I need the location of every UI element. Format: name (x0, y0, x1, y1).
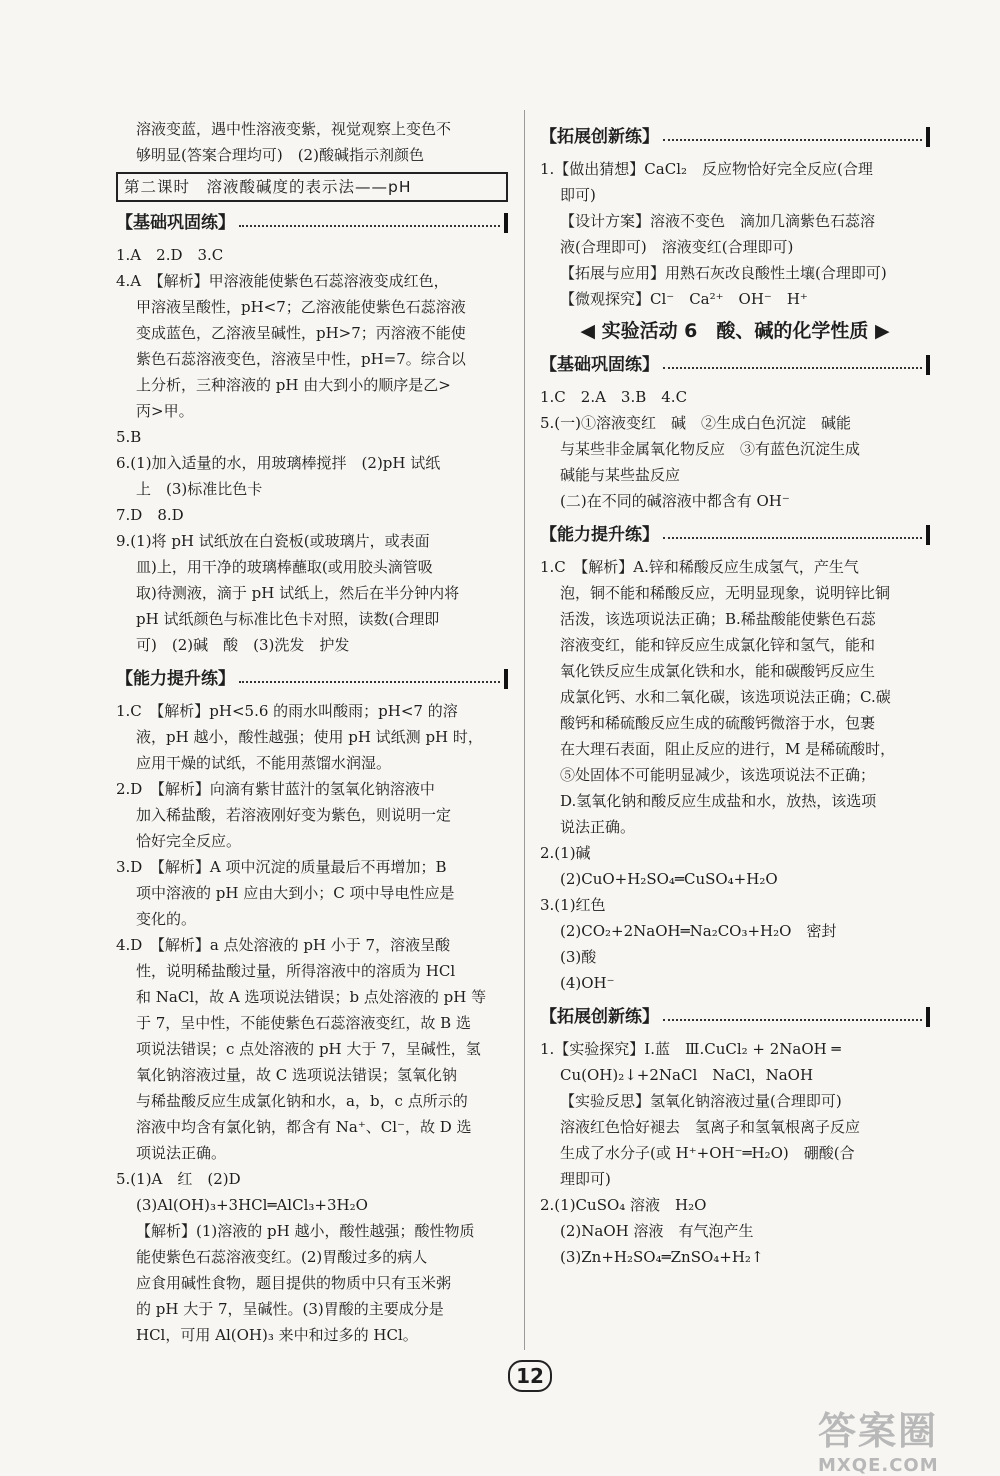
answer-line: 甲溶液呈酸性，pH<7；乙溶液能使紫色石蕊溶液 (136, 298, 466, 316)
section-header-ability (116, 666, 508, 692)
watermark-logo (818, 1400, 988, 1476)
answer-line: 液(合理即可) 溶液变红(合理即可) (560, 238, 794, 256)
answer-line: 性，说明稀盐酸过量，所得溶液中的溶质为 HCl (136, 962, 456, 980)
left-column (116, 116, 508, 1348)
answer-line: 1.C 【解析】pH<5.6 的雨水叫酸雨；pH<7 的溶 (116, 702, 458, 720)
answer-line: 即可) (560, 186, 596, 204)
answer-line: 生成了水分子(或 H⁺+OH⁻═H₂O) 硼酸(合 (560, 1144, 855, 1162)
text-line: 够明显(答案合理均可) (2)酸碱指示剂颜色 (136, 146, 424, 164)
section-title: 【基础巩固练】 (540, 355, 659, 375)
answer-line: 活泼，该选项说法正确；B.稀盐酸能使紫色石蕊 (560, 610, 876, 628)
answer-line: D.氢氧化钠和酸反应生成盐和水，放热，该选项 (560, 792, 877, 810)
answer-line: 项说法正确。 (136, 1144, 227, 1162)
answer-line: 【实验反思】氢氧化钠溶液过量(合理即可) (560, 1092, 842, 1110)
lesson-title: 第二课时 溶液酸碱度的表示法——pH (116, 172, 508, 202)
answer-line: 项中溶液的 pH 应由大到小；C 项中导电性应是 (136, 884, 455, 902)
answer-line: 3.D 【解析】A 项中沉淀的质量最后不再增加；B (116, 858, 447, 876)
answer-line: pH 试纸颜色与标准比色卡对照，读数(合理即 (136, 610, 440, 628)
section-end-bar (926, 127, 930, 147)
answer-line: 取)待测液，滴于 pH 试纸上，然后在半分钟内将 (136, 584, 460, 602)
section-end-bar (926, 1007, 930, 1027)
answer-line: 酸钙和稀硫酸反应生成的硫酸钙微溶于水，包裹 (560, 714, 876, 732)
answer-line: 溶液变红，能和锌反应生成氯化锌和氢气，能和 (560, 636, 876, 654)
answer-line: 3.(1)红色 (540, 896, 606, 914)
answer-line: 应用干燥的试纸，不能用蒸馏水润湿。 (136, 754, 392, 772)
answer-line: 与稀盐酸反应生成氯化钠和水，a，b，c 点所示的 (136, 1092, 468, 1110)
answer-line: 1.【做出猜想】CaCl₂ 反应物恰好完全反应(合理 (540, 160, 873, 178)
answer-line: 【拓展与应用】用熟石灰改良酸性土壤(合理即可) (560, 264, 887, 282)
section-title: 【能力提升练】 (540, 525, 659, 545)
section-header-extension (540, 1004, 930, 1030)
answer-line: 7.D 8.D (116, 506, 184, 524)
watermark-url: MXQE.COM (818, 1455, 939, 1476)
page-number: 12 (508, 1360, 552, 1392)
section-header-ability (540, 522, 930, 548)
answer-line: 应食用碱性食物，题目提供的物质中只有玉米粥 (136, 1274, 452, 1292)
column-divider (524, 110, 525, 1350)
answer-line: (3)酸 (560, 948, 597, 966)
ability-answers (116, 698, 508, 1348)
answer-line: 可) (2)碱 酸 (3)洗发 护发 (136, 636, 350, 654)
ability-answers (540, 554, 930, 996)
basic-answers (116, 242, 508, 658)
dotted-leader (663, 357, 922, 369)
answer-line: 1.【实验探究】Ⅰ.蓝 Ⅲ.CuCl₂ + 2NaOH ═ (540, 1040, 841, 1058)
basic-answers (540, 384, 930, 514)
answer-line: 氧化钠溶液过量，故 C 选项说法错误；氢氧化钠 (136, 1066, 458, 1084)
dotted-leader (239, 671, 500, 683)
answer-line: 氧化铁反应生成氯化铁和水，能和碳酸钙反应生 (560, 662, 876, 680)
extension-answers (540, 1036, 930, 1270)
answer-line: HCl，可用 Al(OH)₃ 来中和过多的 HCl。 (136, 1326, 418, 1344)
answer-line: (3)Al(OH)₃+3HCl═AlCl₃+3H₂O (136, 1196, 368, 1214)
answer-line: 1.A 2.D 3.C (116, 246, 224, 264)
answer-line: 6.(1)加入适量的水，用玻璃棒搅拌 (2)pH 试纸 (116, 454, 441, 472)
answer-line: 上 (3)标准比色卡 (136, 480, 263, 498)
section-header-basic (116, 210, 508, 236)
answer-line: 1.C 【解析】A.锌和稀酸反应生成氢气，产生气 (540, 558, 859, 576)
section-title: 【拓展创新练】 (540, 1007, 659, 1027)
answer-line: 的 pH 大于 7，呈碱性。(3)胃酸的主要成分是 (136, 1300, 444, 1318)
answer-line: 4.D 【解析】a 点处溶液的 pH 小于 7，溶液呈酸 (116, 936, 451, 954)
dotted-leader (663, 1009, 922, 1021)
answer-line: 2.(1)碱 (540, 844, 591, 862)
answer-line: 2.D 【解析】向滴有紫甘蓝汁的氢氧化钠溶液中 (116, 780, 435, 798)
answer-line: (4)OH⁻ (560, 974, 615, 992)
answer-line: 皿)上，用干净的玻璃棒蘸取(或用胶头滴管吸 (136, 558, 433, 576)
answer-line: 5.(一)①溶液变红 碱 ②生成白色沉淀 碱能 (540, 414, 852, 432)
answer-line: (3)Zn+H₂SO₄═ZnSO₄+H₂↑ (560, 1248, 764, 1266)
answer-line: (2)NaOH 溶液 有气泡产生 (560, 1222, 754, 1240)
answer-line: 2.(1)CuSO₄ 溶液 H₂O (540, 1196, 707, 1214)
answer-line: 说法正确。 (560, 818, 636, 836)
section-header-extension (540, 124, 930, 150)
section-end-bar (926, 525, 930, 545)
answer-line: 恰好完全反应。 (136, 832, 242, 850)
answer-line: 泡，铜不能和稀酸反应，无明显现象，说明锌比铜 (560, 584, 891, 602)
answer-line: 在大理石表面，阻止反应的进行，M 是稀硫酸时， (560, 740, 896, 758)
answer-line: 5.B (116, 428, 142, 446)
answer-line: 1.C 2.A 3.B 4.C (540, 388, 688, 406)
answer-line: 项说法错误；c 点处溶液的 pH 大于 7，呈碱性，氢 (136, 1040, 481, 1058)
dotted-leader (663, 527, 922, 539)
dotted-leader (663, 129, 922, 141)
section-end-bar (504, 213, 508, 233)
section-title: 【能力提升练】 (116, 669, 235, 689)
intro-block (116, 116, 508, 168)
watermark-text: 答案圈 (818, 1409, 939, 1453)
answer-line: 4.A 【解析】甲溶液能使紫色石蕊溶液变成红色， (116, 272, 449, 290)
answer-line: 和 NaCl，故 A 选项说法错误；b 点处溶液的 pH 等 (136, 988, 487, 1006)
section-title: 【拓展创新练】 (540, 127, 659, 147)
answer-line: 紫色石蕊溶液变色，溶液呈中性，pH=7。综合以 (136, 350, 466, 368)
answer-line: 能使紫色石蕊溶液变红。(2)胃酸过多的病人 (136, 1248, 428, 1266)
answer-line: (2)CO₂+2NaOH═Na₂CO₃+H₂O 密封 (560, 922, 837, 940)
answer-line: (2)CuO+H₂SO₄═CuSO₄+H₂O (560, 870, 778, 888)
answer-line: ⑤处固体不可能明显减少，该选项说法不正确； (560, 766, 876, 784)
text-line: 溶液变蓝，遇中性溶液变紫，视觉观察上变色不 (136, 120, 452, 138)
section-title: 【基础巩固练】 (116, 213, 235, 233)
answer-line: 加入稀盐酸，若溶液刚好变为紫色，则说明一定 (136, 806, 452, 824)
answer-line: 变化的。 (136, 910, 197, 928)
answer-line: 碱能与某些盐反应 (560, 466, 681, 484)
answer-line: 液，pH 越小，酸性越强；使用 pH 试纸测 pH 时， (136, 728, 483, 746)
answer-line: 上分析，三种溶液的 pH 由大到小的顺序是乙> (136, 376, 451, 394)
answer-line: 【设计方案】溶液不变色 滴加几滴紫色石蕊溶 (560, 212, 876, 230)
answer-line: 溶液红色恰好褪去 氢离子和氢氧根离子反应 (560, 1118, 861, 1136)
activity-title: ◀ 实验活动 6 酸、碱的化学性质 ▶ (580, 320, 890, 342)
section-end-bar (504, 669, 508, 689)
answer-line: 与某些非金属氧化物反应 ③有蓝色沉淀生成 (560, 440, 861, 458)
answer-line: 于 7，呈中性，不能使紫色石蕊溶液变红，故 B 选 (136, 1014, 471, 1032)
section-header-basic (540, 352, 930, 378)
answer-line: 5.(1)A 红 (2)D (116, 1170, 241, 1188)
dotted-leader (239, 215, 500, 227)
answer-line: 丙>甲。 (136, 402, 194, 420)
answer-line: 溶液中均含有氯化钠，都含有 Na⁺、Cl⁻，故 D 选 (136, 1118, 472, 1136)
answer-line: (二)在不同的碱溶液中都含有 OH⁻ (560, 492, 790, 510)
answer-line: 【微观探究】Cl⁻ Ca²⁺ OH⁻ H⁺ (560, 290, 808, 308)
section-end-bar (926, 355, 930, 375)
answer-line: Cu(OH)₂↓+2NaCl NaCl，NaOH (560, 1066, 814, 1084)
answer-line: 【解析】(1)溶液的 pH 越小，酸性越强；酸性物质 (136, 1222, 475, 1240)
answer-line: 理即可) (560, 1170, 611, 1188)
answer-line: 变成蓝色，乙溶液呈碱性，pH>7；丙溶液不能使 (136, 324, 466, 342)
extension-answers (540, 156, 930, 312)
answer-line: 9.(1)将 pH 试纸放在白瓷板(或玻璃片，或表面 (116, 532, 430, 550)
answer-line: 成氯化钙、水和二氧化碳，该选项说法正确；C.碳 (560, 688, 891, 706)
right-column (540, 116, 930, 1270)
